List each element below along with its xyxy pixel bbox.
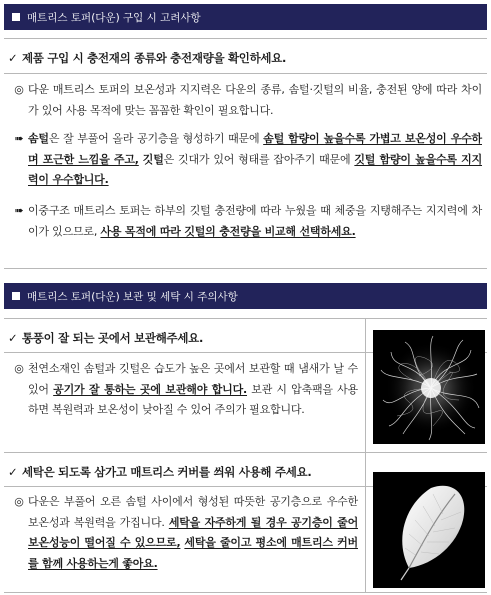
- header-square-icon: [12, 13, 20, 21]
- down-cluster-image: [373, 330, 485, 444]
- circle-bullet-icon: ◎: [14, 83, 24, 96]
- section1-title: 매트리스 토퍼(다운) 구입 시 고려사항: [27, 11, 201, 24]
- divider: [4, 318, 487, 319]
- section1-paragraph-3: 이중구조 매트리스 토퍼는 하부의 깃털 충전량에 따라 누웠을 때 체중을 지탱해주는 지지력에 차이가 있으므로, 사용 목적에 따라 깃털의 충전량을 비교해 선택하세요.: [28, 204, 482, 238]
- check-icon: ✓: [8, 465, 18, 479]
- header-square-icon: [12, 292, 20, 300]
- circle-bullet-icon: ◎: [14, 362, 24, 375]
- divider: [4, 73, 487, 74]
- section2-paragraph-2: 다운은 부풀어 오른 솜털 사이에서 형성된 따뜻한 공기층으로 우수한 보온성과 복원력을 가집니다. 세탁을 자주하게 될 경우 공기층이 줄어 보온성능이 떨어질 수 있으므로, 세탁을 줄이고 평소에 매트리스 커버를 함께 사용하는게 좋아요.: [28, 495, 358, 570]
- arrow-bullet-icon: ➠: [14, 132, 24, 145]
- section2-paragraph-1: 천연소재인 솜털과 깃털은 습도가 높은 곳에서 보관할 때 냄새가 날 수 있어 공기가 잘 통하는 곳에 보관해야 합니다. 보관 시 압축팩을 사용하면 복원력과 보온성이 낮아질 수 있어 주의가 필요합니다.: [28, 362, 358, 416]
- divider: [4, 38, 487, 39]
- divider: [4, 452, 487, 453]
- circle-bullet-icon: ◎: [14, 495, 24, 508]
- section2-title: 매트리스 토퍼(다운) 보관 및 세탁 시 주의사항: [27, 290, 238, 303]
- divider: [4, 268, 487, 269]
- section1-paragraph-1: 다운 매트리스 토퍼의 보온성과 지지력은 다운의 종류, 솜털·깃털의 비율, 충전된 양에 따라 차이가 있어 사용 목적에 맞는 꼼꼼한 확인이 필요합니다.: [28, 83, 482, 117]
- section2-heading-1: ✓ 통풍이 잘 되는 곳에서 보관해주세요.: [8, 331, 204, 345]
- down-cluster-photo: [373, 330, 485, 444]
- section1-paragraph-2: 솜털은 잘 부풀어 올라 공기층을 형성하기 때문에 솜털 함량이 높을수록 가볍고 보온성이 우수하며 포근한 느낌을 주고, 깃털은 깃대가 있어 형태를 잡아주기 때문에 깃털 함량이 높을수록 지지력이 우수합니다.: [28, 132, 483, 186]
- check-icon: ✓: [8, 51, 18, 65]
- arrow-bullet-icon: ➠: [14, 204, 24, 217]
- feather-photo: [373, 472, 485, 588]
- section2-header: [4, 283, 487, 309]
- section1-heading: ✓ 제품 구입 시 충전재의 종류와 충전재량을 확인하세요.: [8, 51, 287, 65]
- check-icon: ✓: [8, 331, 18, 345]
- feather-image: [373, 472, 485, 588]
- section2-heading-2: ✓ 세탁은 되도록 삼가고 매트리스 커버를 씌워 사용해 주세요.: [8, 465, 312, 479]
- divider: [4, 592, 487, 593]
- column-divider: [365, 318, 366, 592]
- section1-header: [4, 4, 487, 30]
